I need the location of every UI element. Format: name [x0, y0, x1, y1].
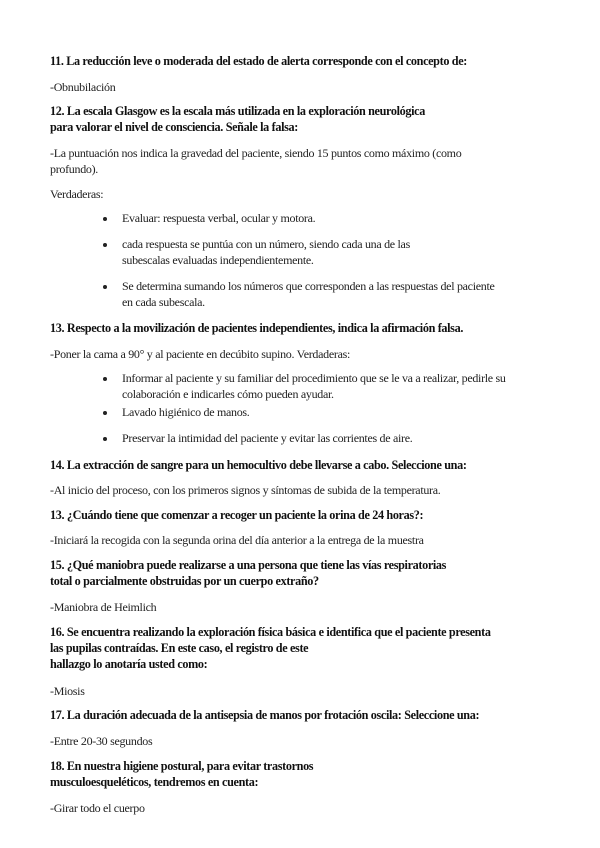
answer-18: -Girar todo el cuerpo	[50, 801, 145, 815]
answer-11: -Obnubilación	[50, 80, 116, 94]
list-item: Evaluar: respuesta verbal, ocular y motora.	[122, 211, 316, 225]
answer-12-line-1: -La puntuación nos indica la gravedad del paciente, siendo 15 puntos como máximo (como	[50, 146, 462, 160]
answer-17: -Entre 20-30 segundos	[50, 734, 153, 748]
list-item-continuation: en cada subescala.	[122, 295, 205, 309]
list-item: cada respuesta se puntúa con un número, siendo cada una de las	[122, 237, 410, 251]
question-11: 11. La reducción leve o moderada del estado de alerta corresponde con el concepto de:	[50, 54, 467, 68]
bullet-icon	[103, 437, 107, 441]
question-15-line-1: 15. ¿Qué maniobra puede realizarse a una persona que tiene las vías respiratorias	[50, 558, 447, 572]
list-item: Lavado higiénico de manos.	[122, 405, 250, 419]
question-12-line-1: 12. La escala Glasgow es la escala más utilizada en la exploración neurológica	[50, 104, 425, 118]
question-12-line-2: para valorar el nivel de consciencia. Señale la falsa:	[50, 120, 298, 134]
answer-12-line-2: profundo).	[50, 162, 98, 176]
question-14: 14. La extracción de sangre para un hemocultivo debe llevarse a cabo. Seleccione una:	[50, 458, 467, 472]
bullet-icon	[103, 411, 107, 415]
bullet-icon	[103, 217, 107, 221]
list-item-continuation: subescalas evaluadas independientemente.	[122, 253, 314, 267]
question-18-line-1: 18. En nuestra higiene postural, para evitar trastornos	[50, 759, 314, 773]
answer-16: -Miosis	[50, 684, 85, 698]
answer-14: -Al inicio del proceso, con los primeros signos y síntomas de subida de la temperatura.	[50, 483, 441, 497]
question-16-line-2: las pupilas contraídas. En este caso, el registro de este	[50, 641, 309, 655]
answer-13-b: -Iniciará la recogida con la segunda orina del día anterior a la entrega de la muestra	[50, 533, 424, 547]
question-16-line-3: hallazgo lo anotaría usted como:	[50, 657, 208, 671]
bullet-icon	[103, 377, 107, 381]
list-item: Informar al paciente y su familiar del procedimiento que se le va a realizar, pedirle su	[122, 371, 506, 385]
answer-13-a: -Poner la cama a 90° y al paciente en decúbito supino. Verdaderas:	[50, 347, 350, 361]
bullet-icon	[103, 243, 107, 247]
question-18-line-2: musculoesqueléticos, tendremos en cuenta:	[50, 775, 259, 789]
question-13-a: 13. Respecto a la movilización de pacientes independientes, indica la afirmación falsa.	[50, 321, 464, 335]
bullet-icon	[103, 285, 107, 289]
list-item-continuation: colaboración e indicarles cómo pueden ayudar.	[122, 387, 334, 401]
question-17: 17. La duración adecuada de la antisepsia de manos por frotación oscila: Seleccione una:	[50, 708, 480, 722]
list-item: Preservar la intimidad del paciente y evitar las corrientes de aire.	[122, 431, 413, 445]
question-13-b: 13. ¿Cuándo tiene que comenzar a recoger un paciente la orina de 24 horas?:	[50, 508, 424, 522]
true-statements-label: Verdaderas:	[50, 187, 104, 201]
question-16-line-1: 16. Se encuentra realizando la exploración física básica e identifica que el paciente presenta	[50, 625, 491, 639]
question-15-line-2: total o parcialmente obstruidas por un cuerpo extraño?	[50, 574, 319, 588]
list-item: Se determina sumando los números que corresponden a las respuestas del paciente	[122, 279, 495, 293]
answer-15: -Maniobra de Heimlich	[50, 600, 157, 614]
